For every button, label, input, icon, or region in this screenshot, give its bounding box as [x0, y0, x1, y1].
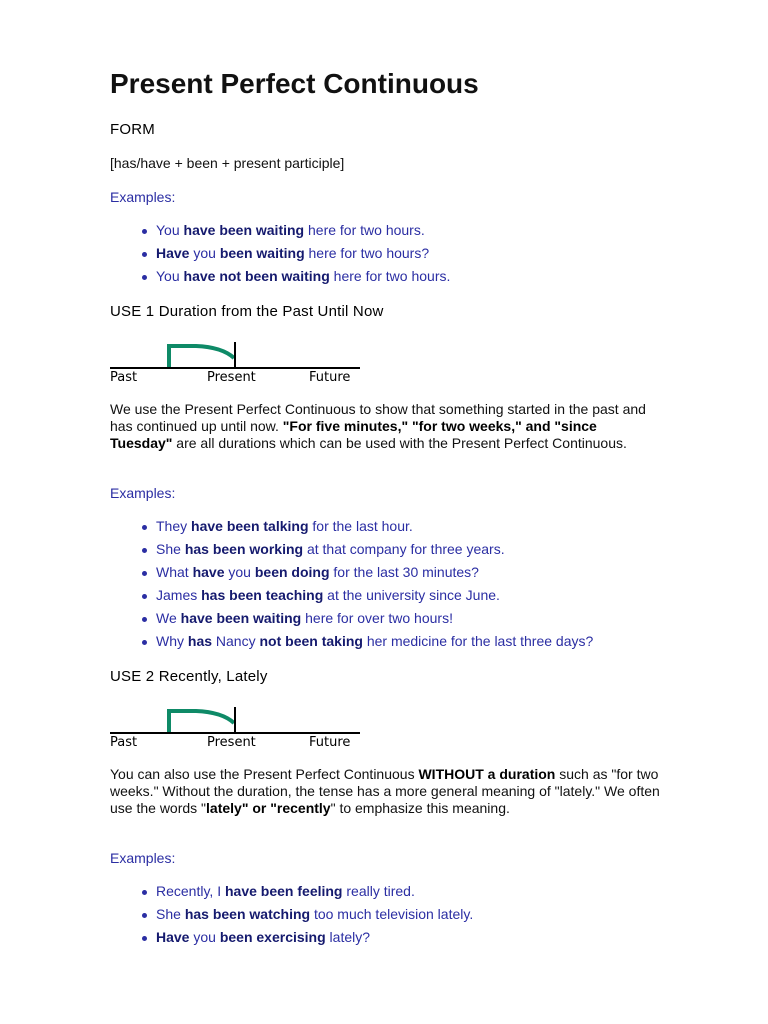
example-item: She has been working at that company for three years.: [110, 538, 593, 561]
example-item: You have not been waiting here for two hours.: [110, 265, 450, 288]
use2-paragraph: You can also use the Present Perfect Continuous WITHOUT a duration such as "for two weeks." Without the duration, the tense has a more general meaning of "lately." We often use the words "lately" or "recently" to emphasize this meaning.: [110, 766, 660, 816]
duration-arc: [169, 346, 234, 367]
timeline-graphic: [110, 340, 362, 370]
use1-paragraph: We use the Present Perfect Continuous to show that something started in the past and has continued up until now. "For five minutes," "for two weeks," and "since Tuesday" are all durations which can be used with the Present Perfect Continuous.: [110, 401, 646, 451]
use1-examples-label: Examples:: [110, 485, 176, 501]
timeline-label-present: Present: [207, 735, 256, 750]
use1-examples-list: [110, 515, 593, 653]
example-item: Why has Nancy not been taking her medicine for the last three days?: [110, 630, 593, 653]
timeline-label-future: Future: [309, 370, 351, 385]
timeline-label-past: Past: [110, 735, 138, 750]
form-examples-list: [110, 219, 450, 288]
example-item: We have been waiting here for over two hours!: [110, 607, 593, 630]
timeline-graphic: [110, 705, 362, 735]
example-item: You have been waiting here for two hours.: [110, 219, 450, 242]
example-item: They have been talking for the last hour.: [110, 515, 593, 538]
use1-timeline: [110, 340, 362, 384]
example-item: She has been watching too much television lately.: [110, 903, 473, 926]
use2-timeline: [110, 705, 362, 749]
form-examples-label: Examples:: [110, 189, 176, 205]
timeline-label-present: Present: [207, 370, 256, 385]
use2-heading: USE 2 Recently, Lately: [110, 668, 268, 685]
example-item: What have you been doing for the last 30 minutes?: [110, 561, 593, 584]
example-item: James has been teaching at the university since June.: [110, 584, 593, 607]
timeline-label-future: Future: [309, 735, 351, 750]
timeline-label-past: Past: [110, 370, 138, 385]
duration-arc: [169, 711, 234, 732]
use2-examples-list: [110, 880, 473, 949]
example-item: Have you been exercising lately?: [110, 926, 473, 949]
page-title: Present Perfect Continuous: [110, 68, 479, 99]
form-formula: [has/have + been + present participle]: [110, 155, 345, 171]
form-heading: FORM: [110, 121, 155, 138]
example-item: Have you been waiting here for two hours?: [110, 242, 450, 265]
use1-heading: USE 1 Duration from the Past Until Now: [110, 303, 384, 320]
use2-examples-label: Examples:: [110, 850, 176, 866]
example-item: Recently, I have been feeling really tired.: [110, 880, 473, 903]
